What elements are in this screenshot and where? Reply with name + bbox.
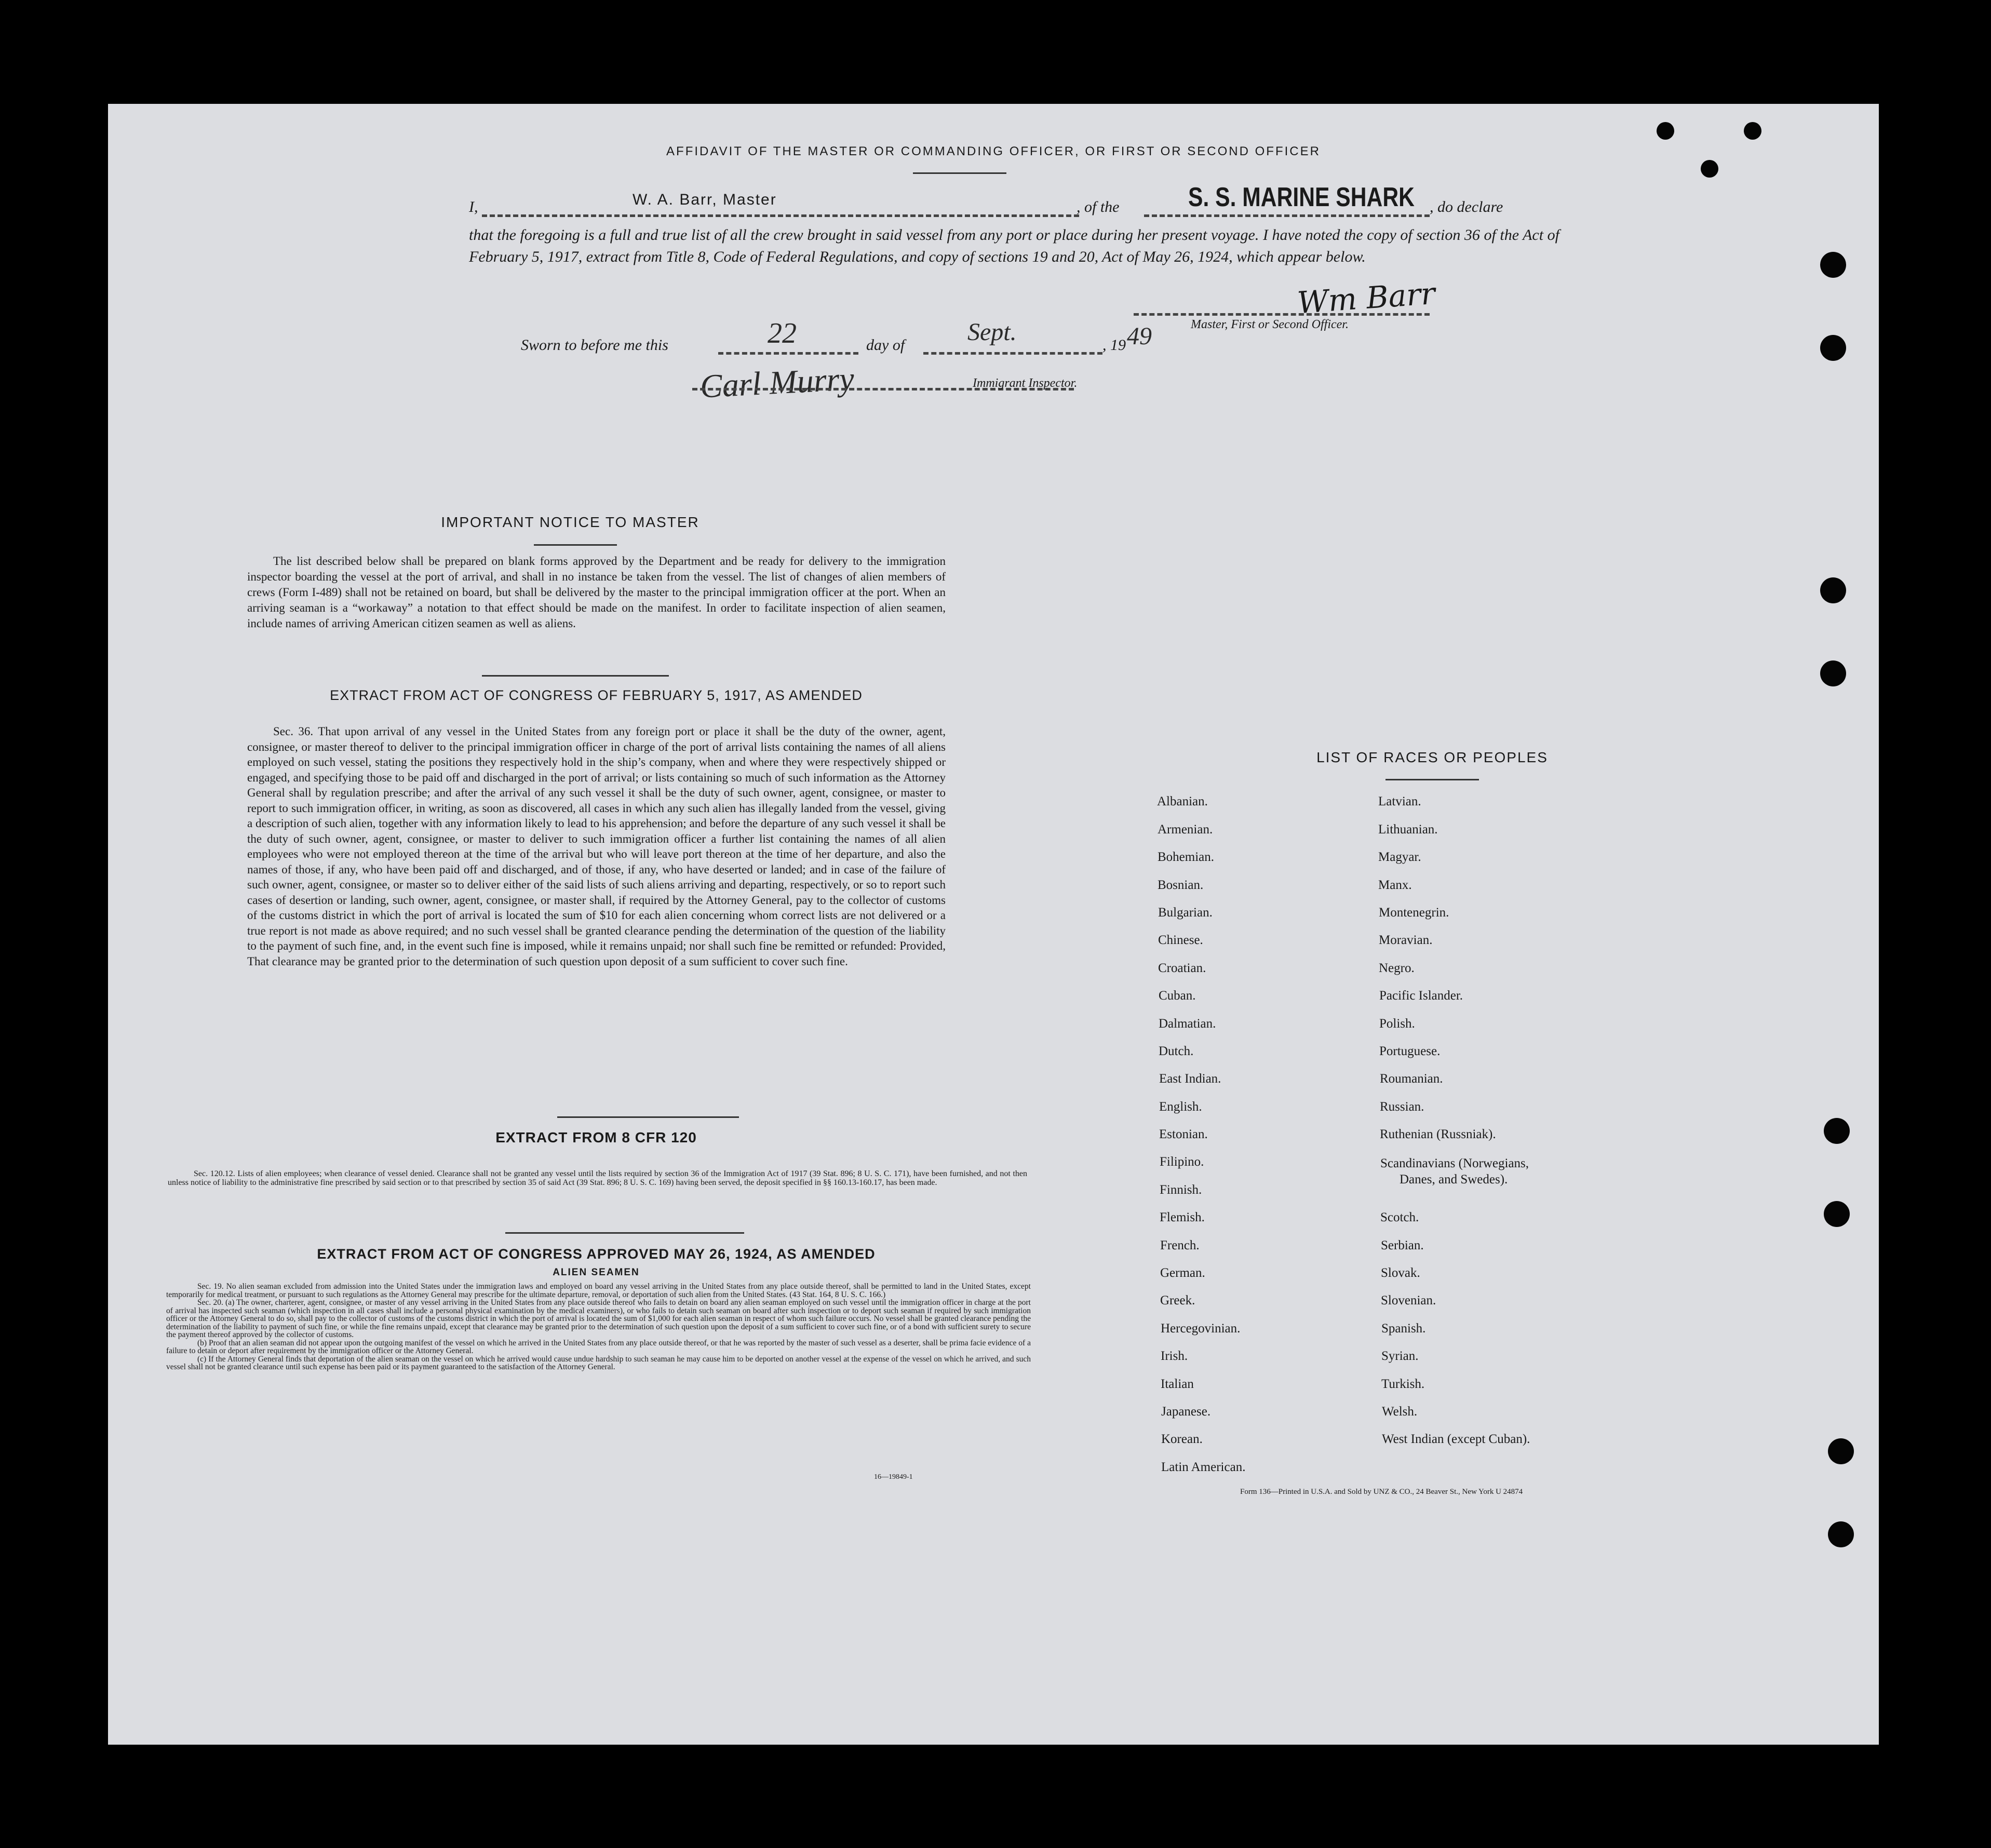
vessel-blank bbox=[1144, 214, 1430, 217]
race-item: Portuguese. bbox=[1379, 1044, 1441, 1058]
extract-1924-subtitle: ALIEN SEAMEN bbox=[553, 1267, 640, 1278]
race-item: Welsh. bbox=[1382, 1405, 1418, 1419]
race-item: Scotch. bbox=[1380, 1210, 1419, 1224]
officer-caption: Master, First or Second Officer. bbox=[1191, 318, 1349, 331]
race-item: Serbian. bbox=[1381, 1238, 1424, 1252]
day-of-label: day of bbox=[866, 336, 905, 354]
race-item: Ruthenian (Russniak). bbox=[1380, 1127, 1496, 1141]
month-blank bbox=[923, 352, 1102, 355]
document-page bbox=[108, 104, 1879, 1745]
punch-hole bbox=[1701, 160, 1718, 178]
race-item: West Indian (except Cuban). bbox=[1382, 1432, 1530, 1446]
race-item: Bohemian. bbox=[1158, 850, 1215, 864]
race-item: Negro. bbox=[1379, 961, 1415, 975]
section-20b: (b) Proof that an alien seaman did not appear upon the outgoing manifest of the vessel on which he arrived in the United States from any place outside thereof, or that he was reported by the master of such vessel as a deserter, shall be prima facie evidence of a failure to detain or deport after requirement by the immigration officer or the Attorney General. bbox=[166, 1338, 1031, 1355]
i-label: I, bbox=[469, 198, 478, 215]
sworn-month: Sept. bbox=[967, 318, 1017, 346]
name-blank bbox=[482, 214, 1079, 217]
form-code: 16—19849-1 bbox=[874, 1473, 913, 1481]
race-item: Syrian. bbox=[1381, 1349, 1419, 1363]
race-item: Pacific Islander. bbox=[1379, 989, 1463, 1003]
year-prefix: , 19 bbox=[1102, 336, 1126, 354]
race-item: Slovenian. bbox=[1381, 1293, 1436, 1307]
section-19: Sec. 19. No alien seaman excluded from admission into the United States under the immigration laws and employed on board any vessel arriving in the United States from any place outside thereof, shall be permitted to land in the United States, except temporarily for medical treatment, or pursuant to such regulations as the Attorney General may prescribe for the ultimate departure, removal, or deportation of such alien from the United States. (43 Stat. 164, 8 U. S. C. 166.) bbox=[166, 1282, 1031, 1299]
divider bbox=[534, 544, 617, 546]
signature-blank bbox=[1134, 313, 1430, 316]
divider bbox=[505, 1232, 744, 1234]
race-item: German. bbox=[1160, 1266, 1205, 1280]
race-item: Manx. bbox=[1378, 878, 1412, 892]
race-item: Dutch. bbox=[1159, 1044, 1194, 1058]
race-item: Japanese. bbox=[1161, 1405, 1211, 1419]
race-item: Finnish. bbox=[1160, 1183, 1202, 1197]
affidavit-body: that the foregoing is a full and true list of all the crew brought in said vessel from any port or place during her present voyage. I have noted the copy of section 36 of the Act of February 5, 1917, extract from Title 8, Code of Federal Regulations, and copy of sections 19 and 20, Act of May 26, 1924, which appear below. bbox=[469, 226, 1559, 265]
race-item: Armenian. bbox=[1158, 822, 1213, 837]
race-item: Estonian. bbox=[1159, 1127, 1208, 1141]
race-item: French. bbox=[1160, 1238, 1200, 1252]
race-item: Bosnian. bbox=[1158, 878, 1204, 892]
race-item: Scandinavians (Norwegians, bbox=[1380, 1156, 1529, 1170]
extract-1924-title: EXTRACT FROM ACT OF CONGRESS APPROVED MAY 26, 1924, AS AMENDED bbox=[317, 1246, 876, 1262]
race-item: Polish. bbox=[1379, 1017, 1415, 1031]
race-item: Korean. bbox=[1161, 1432, 1203, 1446]
punch-hole bbox=[1820, 335, 1846, 361]
race-item: Latvian. bbox=[1378, 794, 1421, 808]
race-item: Filipino. bbox=[1160, 1155, 1204, 1169]
extract-1924-body bbox=[166, 1283, 1031, 1371]
sworn-day: 22 bbox=[768, 317, 797, 349]
punch-hole bbox=[1820, 577, 1846, 603]
vessel-name: S. S. MARINE SHARK bbox=[1188, 182, 1415, 212]
section-20c: (c) If the Attorney General finds that deportation of the alien seaman on the vessel on which he arrived would cause undue hardship to such seaman he may cause him to be deported on another vessel at the expense of the vessel on which he arrived, and such vessel shall not be granted clearance until such expense has been paid or its payment guaranteed to the satisfaction of the Attorney General. bbox=[166, 1354, 1031, 1371]
race-item: Italian bbox=[1161, 1377, 1194, 1391]
printer-footer: Form 136—Printed in U.S.A. and Sold by UNZ & CO., 24 Beaver St., New York U 24874 bbox=[1240, 1488, 1523, 1496]
race-item: English. bbox=[1159, 1100, 1202, 1114]
punch-hole bbox=[1744, 122, 1761, 140]
race-item: Albanian. bbox=[1157, 794, 1208, 808]
punch-hole bbox=[1820, 252, 1846, 278]
sworn-year: 49 bbox=[1127, 322, 1152, 350]
section-20a: Sec. 20. (a) The owner, charterer, agent, consignee, or master of any vessel arriving in the United States from any place outside thereof who fails to detain on board any alien seaman employed on such vessel until the immigration officer in charge at the port of arrival has inspected such seaman (which inspection in all cases shall include a personal physical examination by the medical examiners), or who fails to detain such seaman on board after such inspection or to deport such seaman if required by such immigration officer or the Attorney General to do so, shall pay to the collector of customs of the customs district in which the port of arrival is located the sum of $1,000 for each alien seaman in respect of whom such failure occurs. No vessel shall be granted clearance pending the determination of the liability to payment of such fine, or while the fine remains unpaid, except that clearance may be granted prior to the determination of such question upon the deposit of a sum sufficient to cover such fine, or of a bond with sufficient surety to secure the payment thereof approved by the collector of customs. bbox=[166, 1298, 1031, 1339]
divider bbox=[913, 172, 1006, 174]
inspector-caption: Immigrant Inspector. bbox=[973, 376, 1078, 390]
divider bbox=[482, 675, 669, 677]
race-item: Russian. bbox=[1380, 1100, 1424, 1114]
inspector-signature: Carl Murry bbox=[699, 360, 855, 405]
race-item: Magyar. bbox=[1378, 850, 1421, 864]
divider bbox=[1385, 779, 1479, 780]
divider bbox=[557, 1116, 739, 1118]
punch-hole bbox=[1828, 1438, 1854, 1464]
race-item: Dalmatian. bbox=[1159, 1017, 1216, 1031]
punch-hole bbox=[1824, 1118, 1850, 1144]
master-name: W. A. Barr, Master bbox=[633, 191, 777, 208]
race-item: Greek. bbox=[1160, 1293, 1195, 1307]
race-item: Hercegovinian. bbox=[1161, 1321, 1241, 1336]
race-item: Spanish. bbox=[1381, 1321, 1426, 1336]
race-item: Flemish. bbox=[1160, 1210, 1205, 1224]
punch-hole bbox=[1657, 122, 1674, 140]
affidavit-title: AFFIDAVIT OF THE MASTER OR COMMANDING OFFICER, OR FIRST OR SECOND OFFICER bbox=[666, 144, 1321, 158]
notice-body: The list described below shall be prepared on blank forms approved by the Department and be ready for delivery to the immigration inspector boarding the vessel at the port of arrival, and shall in no instance be taken from the vessel. The list of changes of alien members of crews (Form I-489) shall not be retained on board, but shall be delivered by the master to the principal immigration officer at the port. When an arriving seaman is a “workaway” a notation to that effect should be made on the manifest. In order to facilitate inspection of alien seamen, include names of arriving American citizen seamen as well as aliens. bbox=[247, 555, 946, 630]
master-signature: Wm Barr bbox=[1296, 275, 1436, 321]
races-title: LIST OF RACES OR PEOPLES bbox=[1316, 749, 1548, 765]
sworn-label: Sworn to before me this bbox=[521, 336, 668, 354]
extract-1917-title: EXTRACT FROM ACT OF CONGRESS OF FEBRUARY 5, 1917, AS AMENDED bbox=[330, 687, 863, 703]
punch-hole bbox=[1820, 660, 1846, 686]
punch-hole bbox=[1824, 1201, 1850, 1227]
race-item: Cuban. bbox=[1159, 989, 1196, 1003]
race-item: Irish. bbox=[1161, 1349, 1188, 1363]
day-blank bbox=[718, 352, 858, 355]
race-item: Lithuanian. bbox=[1378, 822, 1438, 837]
race-item: Danes, and Swedes). bbox=[1400, 1172, 1508, 1186]
race-item: Roumanian. bbox=[1380, 1072, 1443, 1086]
extract-cfr-body: Sec. 120.12. Lists of alien employees; when clearance of vessel denied. Clearance shall not be granted any vessel until the lists required by section 36 of the Immigration Act of 1917 (39 Stat. 896; 8 U. S. C. 171), have been furnished, and not then unless notice of liability to the administrative fine prescribed by said section or to that prescribed by section 35 of said Act (39 Stat. 896; 8 U. S. C. 169) having been served, the deposit specified in §§ 160.13-160.17, has been made. bbox=[168, 1169, 1027, 1187]
do-declare-label: , do declare bbox=[1430, 198, 1503, 215]
extract-cfr-title: EXTRACT FROM 8 CFR 120 bbox=[495, 1129, 697, 1145]
race-item: East Indian. bbox=[1159, 1072, 1221, 1086]
race-item: Slovak. bbox=[1381, 1266, 1420, 1280]
of-the-label: , of the bbox=[1077, 198, 1120, 215]
race-item: Turkish. bbox=[1381, 1377, 1425, 1391]
notice-title: IMPORTANT NOTICE TO MASTER bbox=[441, 514, 699, 530]
punch-hole bbox=[1828, 1521, 1854, 1547]
race-item: Latin American. bbox=[1161, 1460, 1246, 1474]
race-item: Bulgarian. bbox=[1158, 906, 1213, 920]
race-item: Moravian. bbox=[1379, 933, 1433, 947]
race-item: Croatian. bbox=[1158, 961, 1206, 975]
extract-1917-body: Sec. 36. That upon arrival of any vessel in the United States from any foreign port or place it shall be the duty of the owner, agent, consignee, or master thereof to deliver to the principal immigration officer in charge of the port of arrival lists containing the names of all aliens employed on such vessel, stating the positions they respectively hold in the ship’s company, when and where they were respectively shipped or engaged, and specifying those to be paid off and discharged in the port of arrival; or lists containing so much of such information as the Attorney General shall by regulation prescribe; and after the arrival of any such vessel it shall be the duty of such owner, agent, consignee, or master to report to such immigration officer, in writing, as soon as discovered, all cases in which any such alien has illegally landed from the vessel, giving a description of such alien, together with any information likely to lead to his apprehension; and before the departure of any such vessel it shall be the duty of such owner, agent, consignee, or master to deliver to such immigration officer a further list containing the names of all alien employees who were not employed thereon at the time of the arrival but who will leave port thereon at the time of her departure, and also the names of those, if any, who have been paid off and discharged, and of those, if any, who have deserted or landed; and in case of the failure of such owner, agent, consignee, or master so to deliver either of the said lists of such aliens arriving and departing, respectively, or so to report such cases of desertion or landing, such owner, agent, consignee, or master shall, if required by the Attorney General, pay to the collector of customs of the customs district in which the port of arrival is located the sum of $10 for each alien concerning whom correct lists are not delivered or a true report is not made as above required; and no such vessel shall be granted clearance pending the determination of the question of the liability to the payment of such fine, and, in the event such fine is imposed, while it remains unpaid; nor shall such fine be remitted or refunded: Provided, That clearance may be granted prior to the determination of such question upon deposit of a sum sufficient to cover such fine. bbox=[247, 725, 946, 968]
race-item: Chinese. bbox=[1158, 933, 1203, 947]
race-item: Montenegrin. bbox=[1379, 906, 1449, 920]
